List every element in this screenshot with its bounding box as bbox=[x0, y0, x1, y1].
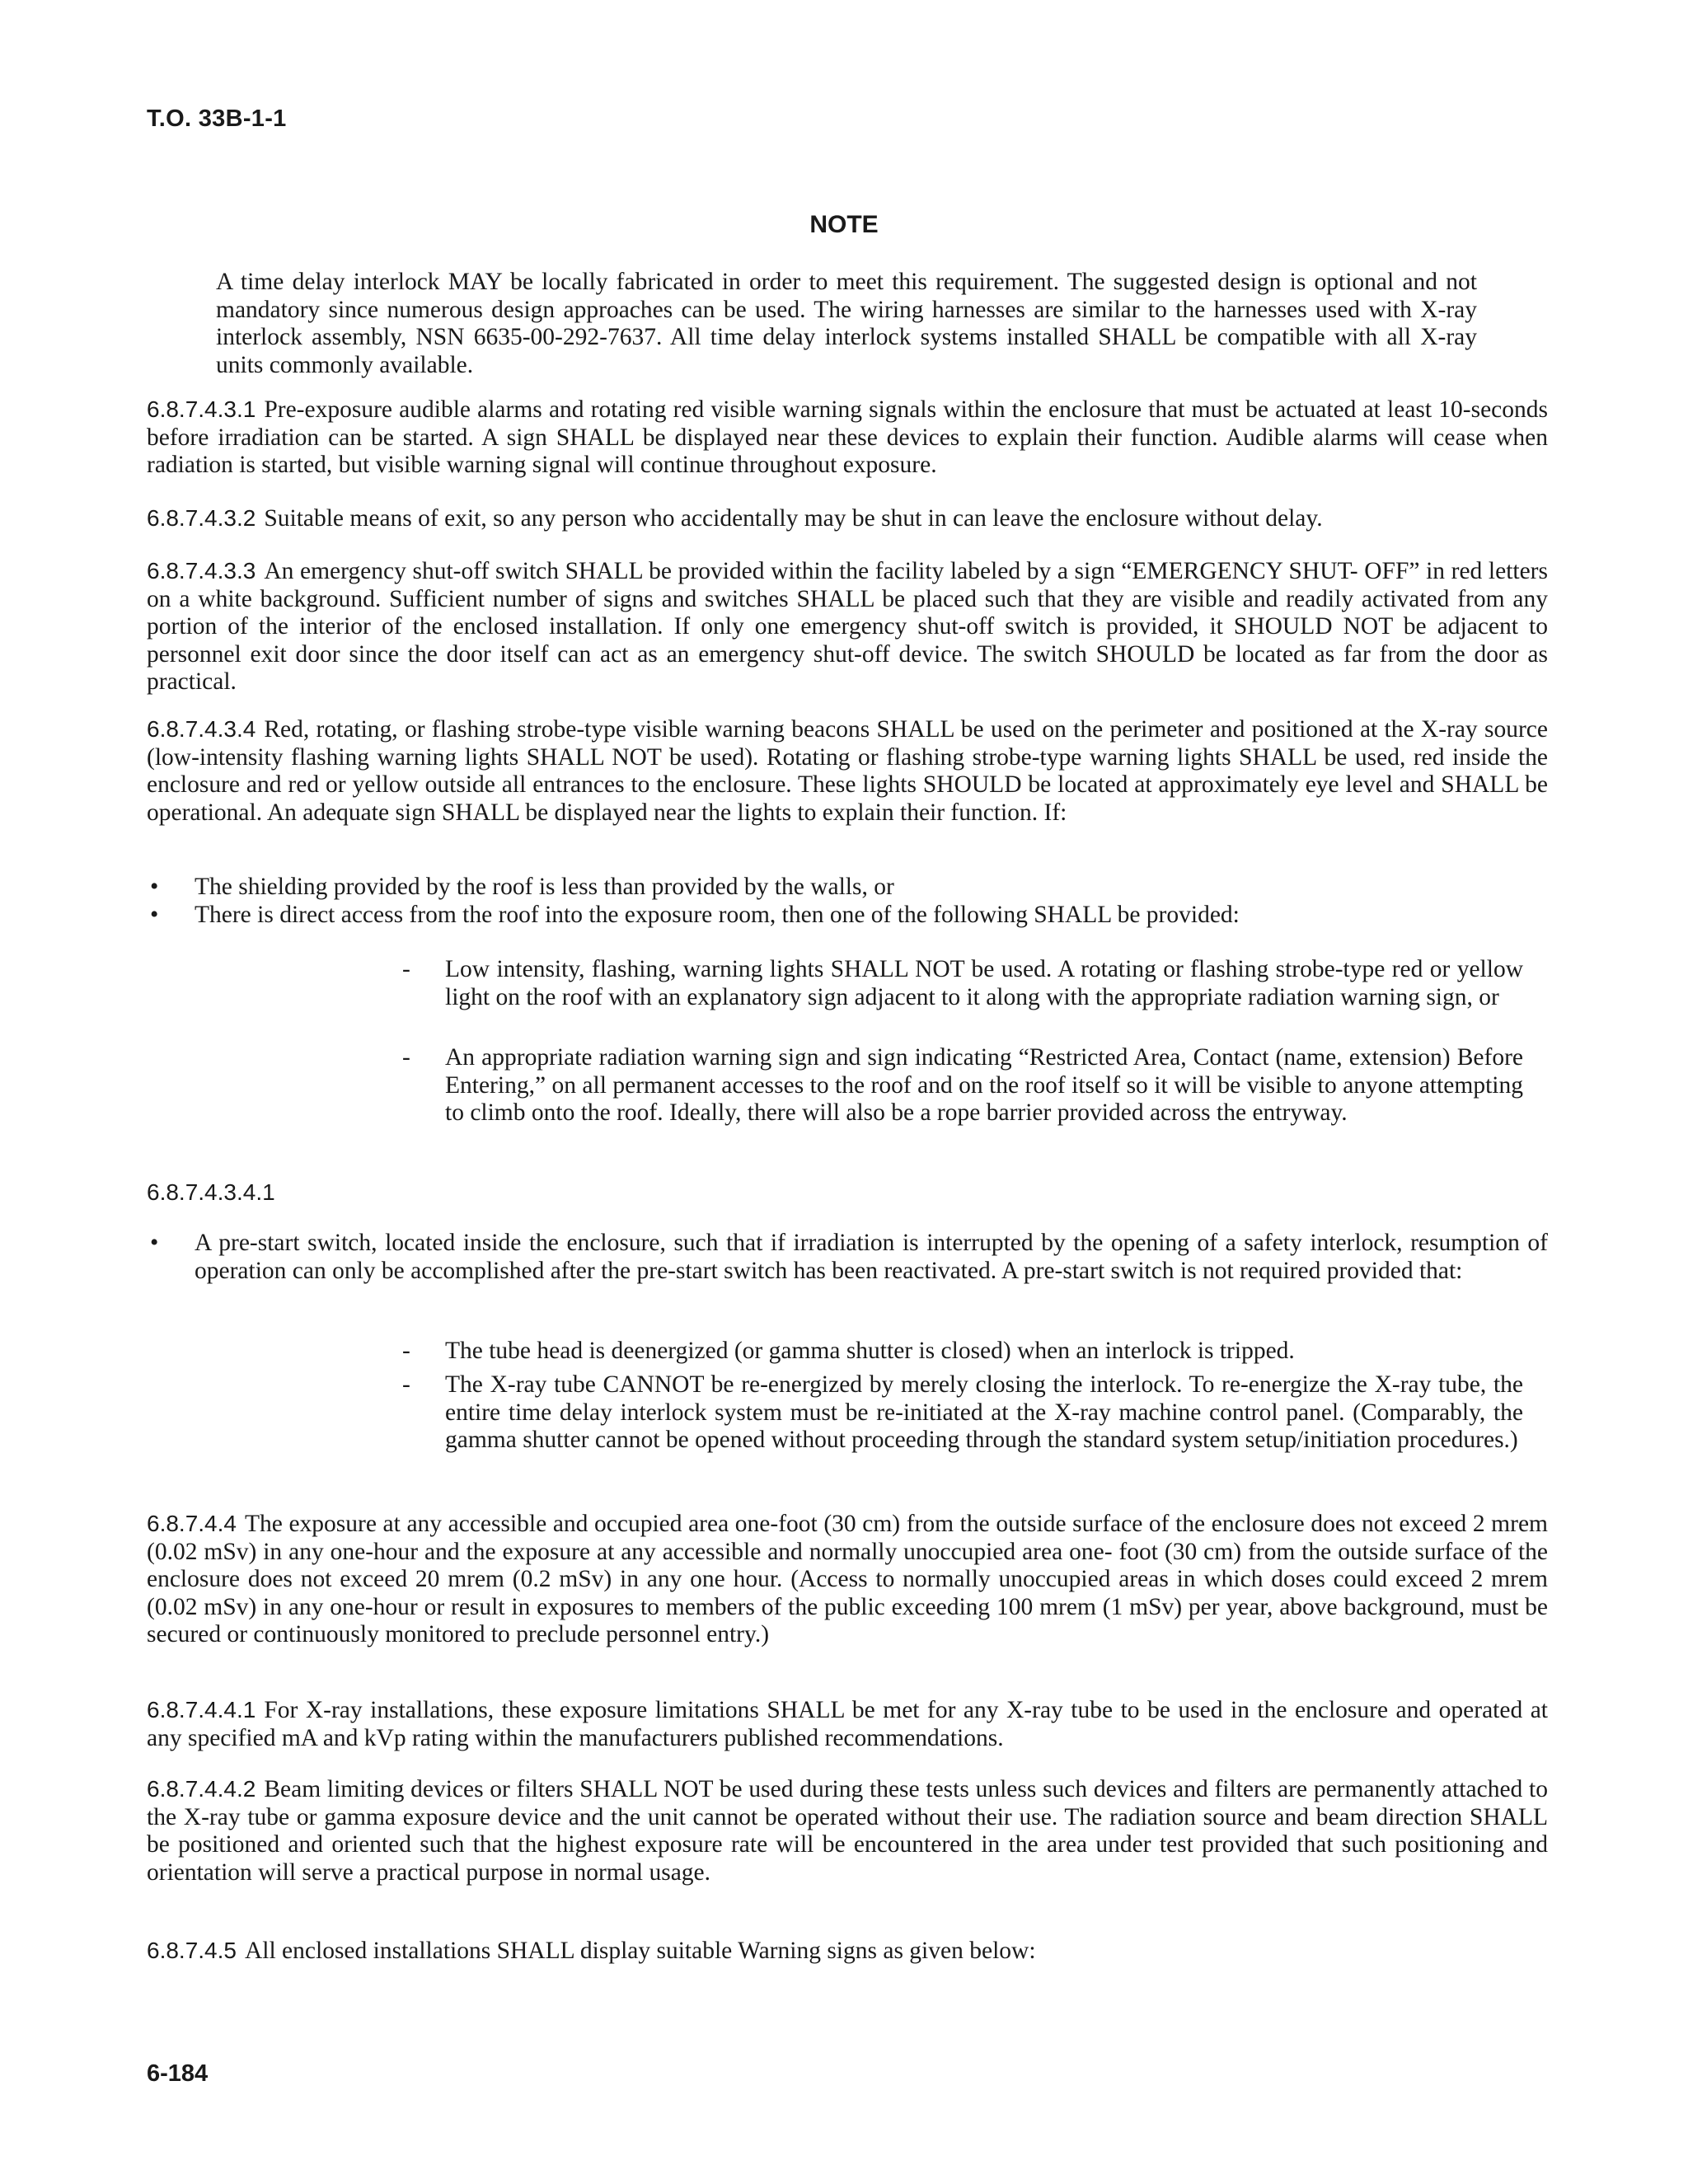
paragraph-number: 6.8.7.4.3.1 bbox=[147, 396, 256, 422]
paragraph-number: 6.8.7.4.3.2 bbox=[147, 505, 256, 531]
document-id-header: T.O. 33B-1-1 bbox=[147, 105, 287, 132]
paragraph-text: Pre-exposure audible alarms and rotating red visible warning signals within the enclosure that must be actuated at least 10-seconds before irradiation can be started. A sign SHALL be displayed near these devices to explain their function. Audible alarms will cease when radiation is started, but visible warning signal will continue throughout exposure. bbox=[147, 396, 1548, 478]
bullet-icon: • bbox=[150, 874, 159, 900]
paragraph-text: For X-ray installations, these exposure limitations SHALL be met for any X-ray tube to be used in the enclosure and operated at any specified mA and kVp rating within the manufacturers published recommendations. bbox=[147, 1697, 1548, 1751]
page-number: 6-184 bbox=[147, 2060, 209, 2087]
dash-text: Low intensity, flashing, warning lights SHALL NOT be used. A rotating or flashing strobe-type red or yellow light on the roof with an explanatory sign adjacent to it along with the appropriate radiation warning sign, or bbox=[445, 956, 1523, 1010]
bullet-text: The shielding provided by the roof is less than provided by the walls, or bbox=[195, 874, 894, 900]
bullet-icon: • bbox=[150, 1230, 159, 1256]
bullet-text: A pre-start switch, located inside the enclosure, such that if irradiation is interrupted by the opening of a safety interlock, resumption of operation can only be accomplished after the pre-start switch has been reactivated. A pre-start switch is not required provided that: bbox=[195, 1230, 1548, 1284]
paragraph-6-8-7-4-4-1 bbox=[147, 1696, 1548, 1752]
paragraph-text: An emergency shut-off switch SHALL be provided within the facility labeled by a sign “EMERGENCY SHUT- OFF” in red letters on a white background. Sufficient number of signs and switches SHALL be placed such that they are visible and readily activated from any portion of the interior of the enclosed installation. If only one emergency shut-off switch is provided, it SHOULD NOT be adjacent to personnel exit door since the door itself can act as an emergency shut-off device. The switch SHOULD be located as far from the door as practical. bbox=[147, 558, 1548, 695]
paragraph-6-8-7-4-3-2 bbox=[147, 504, 1548, 533]
dash-item bbox=[402, 1044, 1523, 1127]
bullet-icon: • bbox=[150, 902, 159, 928]
paragraph-6-8-7-4-3-1 bbox=[147, 396, 1548, 480]
paragraph-6-8-7-4-4-2 bbox=[147, 1775, 1548, 1886]
note-body: A time delay interlock MAY be locally fabricated in order to meet this requirement. The suggested design is optional and not mandatory since numerous design approaches can be used. The wiring harnesses are similar to the harnesses used with X-ray interlock assembly, NSN 6635-00-292-7637. All time delay interlock systems installed SHALL be compatible with all X-ray units commonly available. bbox=[216, 269, 1477, 378]
paragraph-6-8-7-4-5 bbox=[147, 1937, 1548, 1966]
paragraph-6-8-7-4-4 bbox=[147, 1510, 1548, 1649]
paragraph-6-8-7-4-3-4 bbox=[147, 715, 1548, 827]
paragraph-number: 6.8.7.4.4 bbox=[147, 1511, 237, 1536]
dash-text: The X-ray tube CANNOT be re-energized by merely closing the interlock. To re-energize the X-ray tube, the entire time delay interlock system must be re-initiated at the X-ray machine control panel. (Comparably, the gamma shutter cannot be opened without proceeding through the standard system setup/initiation procedures.) bbox=[445, 1371, 1523, 1453]
dash-item bbox=[402, 956, 1523, 1011]
paragraph-number: 6.8.7.4.3.3 bbox=[147, 558, 256, 583]
paragraph-text: Beam limiting devices or filters SHALL NOT be used during these tests unless such devices and filters are permanently attached to the X-ray tube or gamma exposure device and the unit cannot be operated without their use. The radiation source and beam direction SHALL be positioned and oriented such that the highest exposure rate will be encountered in the area under test provided that such positioning and orientation will serve a practical purpose in normal usage. bbox=[147, 1776, 1548, 1886]
bullet-item bbox=[147, 874, 1548, 902]
paragraph-6-8-7-4-3-4-1 bbox=[147, 1179, 1548, 1207]
paragraph-text: Red, rotating, or flashing strobe-type visible warning beacons SHALL be used on the perimeter and positioned at the X-ray source (low-intensity flashing warning lights SHALL NOT be used). Rotating or flashing strobe-type warning lights SHALL be used, red inside the enclosure and red or yellow outside all entrances to the enclosure. These lights SHOULD be located at approximately eye level and SHALL be operational. An adequate sign SHALL be displayed near the lights to explain their function. If: bbox=[147, 716, 1548, 826]
dash-icon: - bbox=[402, 1044, 410, 1071]
paragraph-number: 6.8.7.4.4.2 bbox=[147, 1776, 256, 1802]
paragraph-number: 6.8.7.4.3.4.1 bbox=[147, 1179, 275, 1205]
dash-icon: - bbox=[402, 1371, 410, 1398]
dash-text: The tube head is deenergized (or gamma shutter is closed) when an interlock is tripped. bbox=[445, 1338, 1295, 1364]
note-title: NOTE bbox=[809, 211, 879, 238]
dash-icon: - bbox=[402, 1338, 410, 1364]
paragraph-number: 6.8.7.4.3.4 bbox=[147, 716, 256, 742]
paragraph-number: 6.8.7.4.4.1 bbox=[147, 1697, 256, 1722]
paragraph-text: All enclosed installations SHALL display suitable Warning signs as given below: bbox=[244, 1938, 1036, 1964]
dash-icon: - bbox=[402, 956, 410, 982]
paragraph-text: The exposure at any accessible and occupied area one-foot (30 cm) from the outside surface of the enclosure does not exceed 2 mrem (0.02 mSv) in any one-hour and the exposure at any accessible and normally unoccupied area one- foot (30 cm) from the outside surface of the enclosure does not exceed 20 mrem (0.2 mSv) in any one hour. (Access to normally unoccupied areas in which doses could exceed 2 mrem (0.02 mSv) in any one-hour or result in exposures to members of the public exceeding 100 mrem (1 mSv) per year, above background, must be secured or continuously monitored to preclude personnel entry.) bbox=[147, 1511, 1548, 1647]
paragraph-6-8-7-4-3-3 bbox=[147, 557, 1548, 696]
bullet-item bbox=[147, 902, 1548, 930]
dash-item bbox=[402, 1371, 1523, 1455]
bullet-text: There is direct access from the roof into the exposure room, then one of the following SHALL be provided: bbox=[195, 902, 1240, 928]
dash-item bbox=[402, 1338, 1523, 1366]
dash-text: An appropriate radiation warning sign and sign indicating “Restricted Area, Contact (name, extension) Before Entering,” on all permanent accesses to the roof and on the roof itself so it will be visible to anyone attempting to climb onto the roof. Ideally, there will also be a rope barrier provided across the entryway. bbox=[445, 1044, 1523, 1126]
paragraph-number: 6.8.7.4.5 bbox=[147, 1938, 237, 1963]
bullet-item bbox=[147, 1230, 1548, 1285]
paragraph-text: Suitable means of exit, so any person who accidentally may be shut in can leave the enclosure without delay. bbox=[264, 505, 1323, 532]
